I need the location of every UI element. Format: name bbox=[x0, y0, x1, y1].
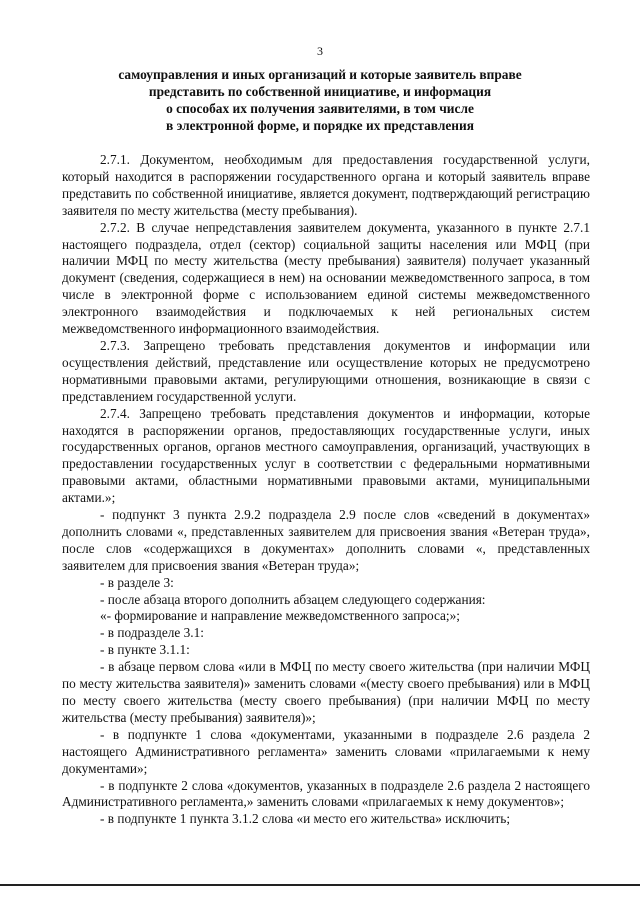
amendment-paragraph: - в подразделе 3.1: bbox=[100, 625, 204, 641]
amendment-paragraph: - в подпункте 1 пункта 3.1.2 слова «и место его жительства» исключить; bbox=[100, 811, 511, 827]
paragraph-2-7-1: 2.7.1. Документом, необходимым для предоставления государственной услуги, который находится в распоряжении государственного органа и который заявитель вправе представить по собственной инициативе, является документ, подтверждающий регистрацию заявителя по месту жительства (месту пребывания). bbox=[62, 152, 590, 218]
amendment-paragraph: - в пункте 3.1.1: bbox=[100, 642, 190, 658]
amendment-paragraph: «- формирование и направление межведомственного запроса;»; bbox=[100, 608, 460, 624]
amendment-paragraph: - в подпункте 2 слова «документов, указанных в подразделе 2.6 раздела 2 настоящего Административного регламента,» заменить словами «прилагаемых к нему документов»; bbox=[62, 777, 590, 810]
amendment-paragraph: - в разделе 3: bbox=[100, 574, 174, 590]
heading-line: в электронной форме, и порядке их представления bbox=[166, 118, 474, 133]
heading-line: самоуправления и иных организаций и которые заявитель вправе bbox=[118, 67, 522, 82]
document-body bbox=[62, 152, 590, 828]
amendment-paragraph: - подпункт 3 пункта 2.9.2 подраздела 2.9 после слов «сведений в документах» дополнить словами «, представленных заявителем для присвоения звания «Ветеран труда», после слов «содержащихся в документах» дополнить словами «, представленных заявителем для присвоения звания «Ветеран труда»; bbox=[62, 507, 590, 573]
paragraph-2-7-3: 2.7.3. Запрещено требовать представления документов и информации или осуществления действий, представление или осуществление которых не предусмотрено нормативными правовыми актами, регулирующими отношения, возникающие в связи с представлением государственной услуги. bbox=[62, 337, 590, 404]
page-number: 3 bbox=[317, 44, 323, 58]
heading-line: о способах их получения заявителями, в том числе bbox=[166, 101, 474, 116]
bottom-rule bbox=[0, 884, 640, 886]
amendment-paragraph: - в подпункте 1 слова «документами, указанными в подразделе 2.6 раздела 2 настоящего Административного регламента» заменить словами «прилагаемыми к нему документами»; bbox=[62, 726, 590, 776]
heading-line: представить по собственной инициативе, и информация bbox=[148, 84, 492, 99]
paragraph-2-7-2: 2.7.2. В случае непредставления заявителем документа, указанного в пункте 2.7.1 настоящего подраздела, отдел (сектор) социальной защиты населения или МФЦ (при наличии МФЦ по месту жительства (месту пребывания) заявителя) получает указанный документ (сведения, содержащиеся в нем) на основании межведомственного запроса, в том числе в электронной форме с использованием единой системы межведомственного электронного взаимодействия и подключаемых к ней региональных систем межведомственного информационного взаимодействия. bbox=[62, 219, 590, 337]
amendment-paragraph: - в абзаце первом слова «или в МФЦ по месту своего жительства (при наличии МФЦ по месту жительства заявителя)» заменить словами «(месту своего пребывания) или в МФЦ по месту своего жительства (месту своего пребывания) (при наличии МФЦ по месту жительства (месту пребывания) заявителя)»; bbox=[62, 659, 590, 725]
amendment-paragraph: - после абзаца второго дополнить абзацем следующего содержания: bbox=[100, 591, 486, 607]
paragraph-2-7-4: 2.7.4. Запрещено требовать представления документов и информации, которые находятся в распоряжении органов, предоставляющих государственные услуги, иных государственных органов, органов местного самоуправления, организаций, участвующих в предоставлении государственных услуг в соответствии с федеральными нормативными правовыми актами, областными нормативными правовыми актами, муниципальными актами.»; bbox=[62, 405, 590, 506]
section-heading bbox=[60, 66, 580, 134]
